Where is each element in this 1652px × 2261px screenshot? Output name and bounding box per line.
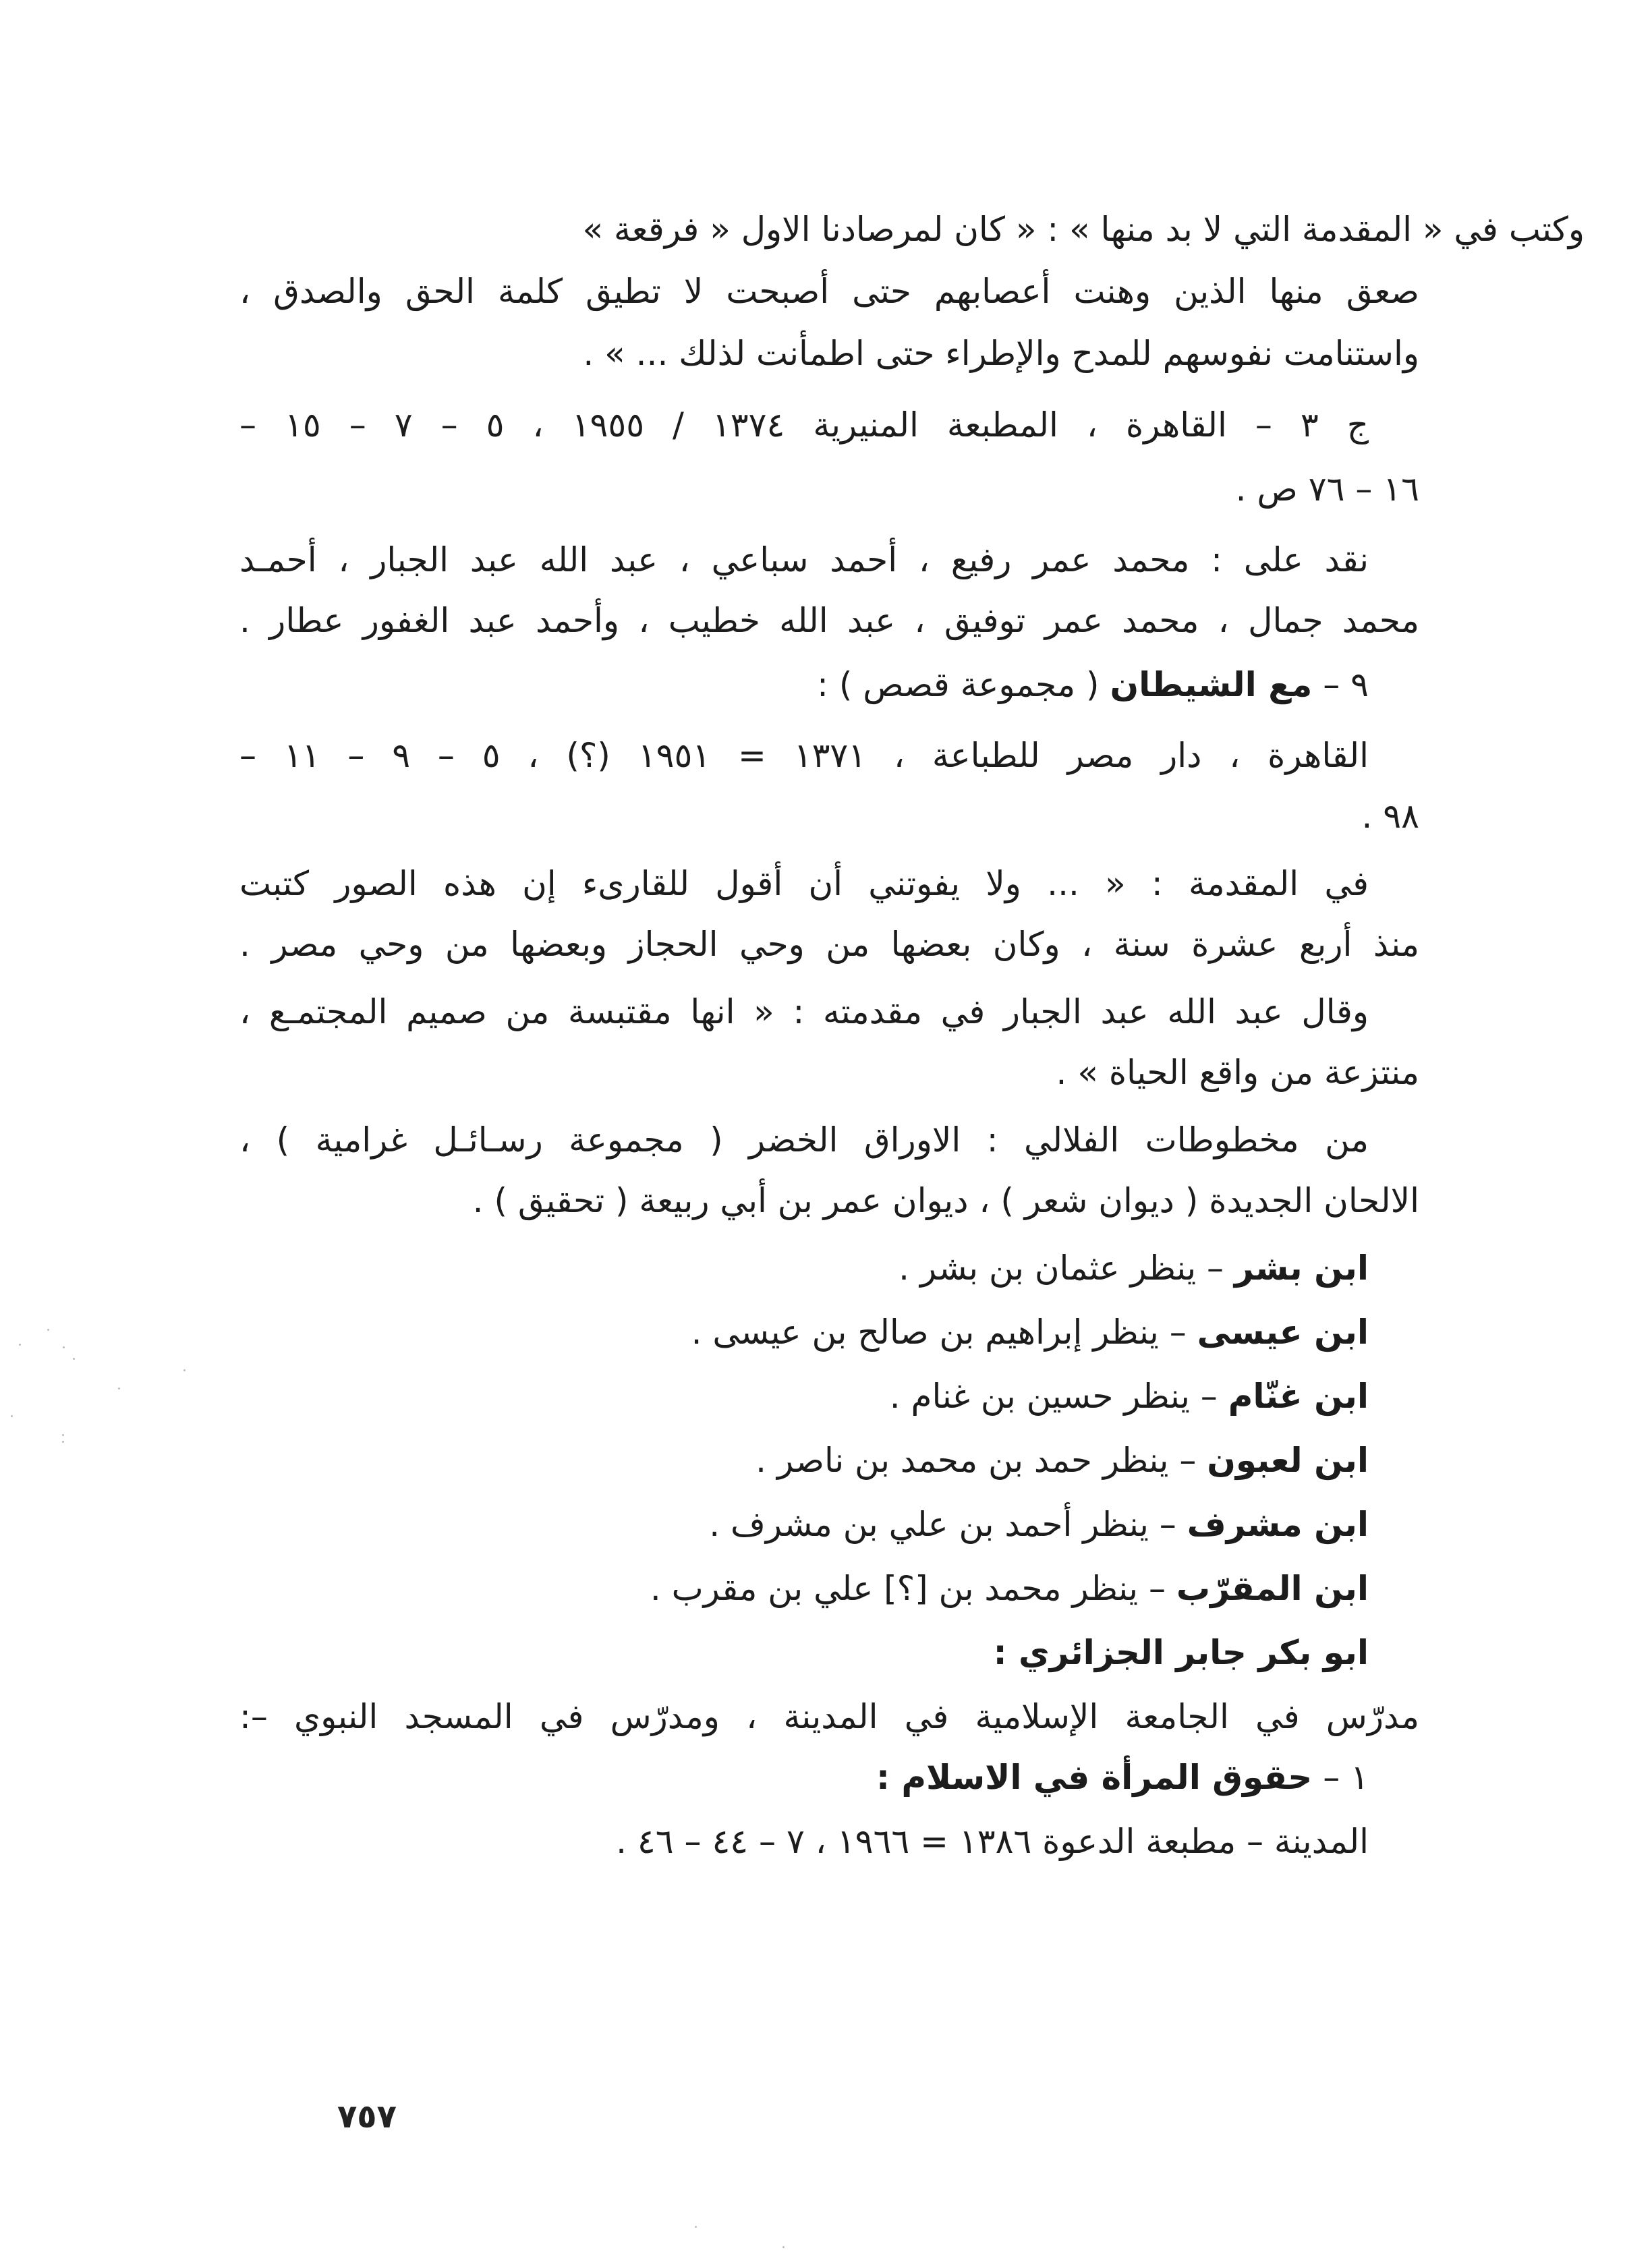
cross-ref-entry <box>650 1562 1369 1615</box>
item-subtitle: ( مجموعة قصص ) : <box>817 665 1100 704</box>
scan-speck <box>63 1346 65 1348</box>
item-9-publication-2: ٩٨ . <box>1361 797 1419 836</box>
cross-ref-entry <box>709 1497 1369 1551</box>
intro-quote-1: في المقدمة : « ... ولا يفوتني أن أقول للقارىء إن هذه الصور كتبت <box>239 864 1369 903</box>
intro-quote-2: منذ أربع عشرة سنة ، وكان بعضها من وحي الحجاز وبعضها من وحي مصر . <box>239 925 1419 964</box>
scan-speck <box>62 1434 64 1436</box>
page-number: ٧٥٧ <box>337 2098 397 2136</box>
scan-speck <box>695 2226 697 2228</box>
jabbar-quote-1: وقال عبد الله عبد الجبار في مقدمته : « انها مقتبسة من صميم المجتمـع ، <box>239 992 1369 1031</box>
scan-speck <box>47 1329 49 1331</box>
cross-ref-entry <box>691 1305 1369 1359</box>
text-line-quote-2: صعق منها الذين وهنت أعصابهم حتى أصبحت لا تطيق كلمة الحق والصدق ، <box>239 272 1419 311</box>
author-heading: ابو بكر جابر الجزائري : <box>993 1633 1369 1672</box>
work-number: ١ – <box>1323 1758 1369 1797</box>
entry-name: ابن لعبون <box>1207 1441 1369 1480</box>
manuscripts-line-1: من مخطوطات الفلالي : الاوراق الخضر ( مجموعة رسـائـل غرامية ) ، <box>239 1120 1369 1160</box>
work-heading <box>876 1750 1369 1804</box>
cross-ref-entry <box>890 1369 1369 1423</box>
scan-speck <box>73 1358 75 1360</box>
scan-speck <box>782 2246 785 2248</box>
criticism-line-2: محمد جمال ، محمد عمر توفيق ، عبد الله خطيب ، وأحمد عبد الغفور عطار . <box>239 601 1419 640</box>
work-title: حقوق المرأة في الاسلام : <box>876 1758 1313 1797</box>
publication-line-2: ١٦ – ٧٦ ص . <box>1235 469 1419 509</box>
entry-name: ابن غنّام <box>1228 1377 1369 1416</box>
manuscripts-line-2: الالحان الجديدة ( ديوان شعر ) ، ديوان عمر بن أبي ربيعة ( تحقيق ) . <box>472 1181 1419 1220</box>
scan-speck <box>183 1369 186 1371</box>
entry-name: ابن بشر <box>1234 1249 1369 1288</box>
entry-reference: – ينظر إبراهيم بن صالح بن عيسى . <box>691 1313 1187 1352</box>
entry-name: ابن المقرّب <box>1176 1569 1369 1608</box>
item-9-heading <box>817 658 1369 712</box>
entry-name: ابن عيسى <box>1197 1313 1369 1352</box>
item-9-publication-1: القاهرة ، دار مصر للطباعة ، ١٣٧١ = ١٩٥١ (؟) ، ٥ – ٩ – ١١ – <box>239 736 1369 775</box>
text-line-quote-1: وكتب في « المقدمة التي لا بد منها » : « كان لمرصادنا الاول « فرقعة » <box>582 210 1585 249</box>
scan-speck <box>11 1415 13 1417</box>
cross-ref-entry <box>899 1241 1369 1295</box>
item-number: ٩ – <box>1323 665 1369 704</box>
entry-reference: – ينظر أحمد بن علي بن مشرف . <box>709 1505 1176 1544</box>
entry-name: ابن مشرف <box>1187 1505 1369 1544</box>
text-line-quote-3: واستنامت نفوسهم للمدح والإطراء حتى اطمأنت لذلك ... » . <box>583 334 1419 373</box>
entry-reference: – ينظر حسين بن غنام . <box>889 1377 1218 1416</box>
cross-ref-entry <box>756 1433 1369 1487</box>
scan-speck <box>19 1344 21 1346</box>
criticism-line-1: نقد على : محمد عمر رفيع ، أحمد سباعي ، عبد الله عبد الجبار ، أحمـد <box>239 540 1369 579</box>
scan-speck <box>118 1387 120 1390</box>
entry-reference: – ينظر حمد بن محمد بن ناصر . <box>756 1441 1197 1480</box>
jabbar-quote-2: منتزعة من واقع الحياة » . <box>1056 1053 1419 1092</box>
item-title: مع الشيطان <box>1110 665 1313 704</box>
author-bio: مدرّس في الجامعة الإسلامية في المدينة ، ومدرّس في المسجد النبوي –: <box>239 1697 1419 1736</box>
work-details: المدينة – مطبعة الدعوة ١٣٨٦ = ١٩٦٦ ، ٧ – ٤٤ – ٤٦ . <box>616 1822 1369 1861</box>
entry-reference: – ينظر عثمان بن بشر . <box>899 1249 1224 1288</box>
publication-line-1: ج ٣ – القاهرة ، المطبعة المنيرية ١٣٧٤ / ١٩٥٥ ، ٥ – ٧ – ١٥ – <box>239 405 1369 445</box>
entry-reference: – ينظر محمد بن [؟] علي بن مقرب . <box>650 1569 1166 1608</box>
scan-speck <box>62 1441 64 1443</box>
